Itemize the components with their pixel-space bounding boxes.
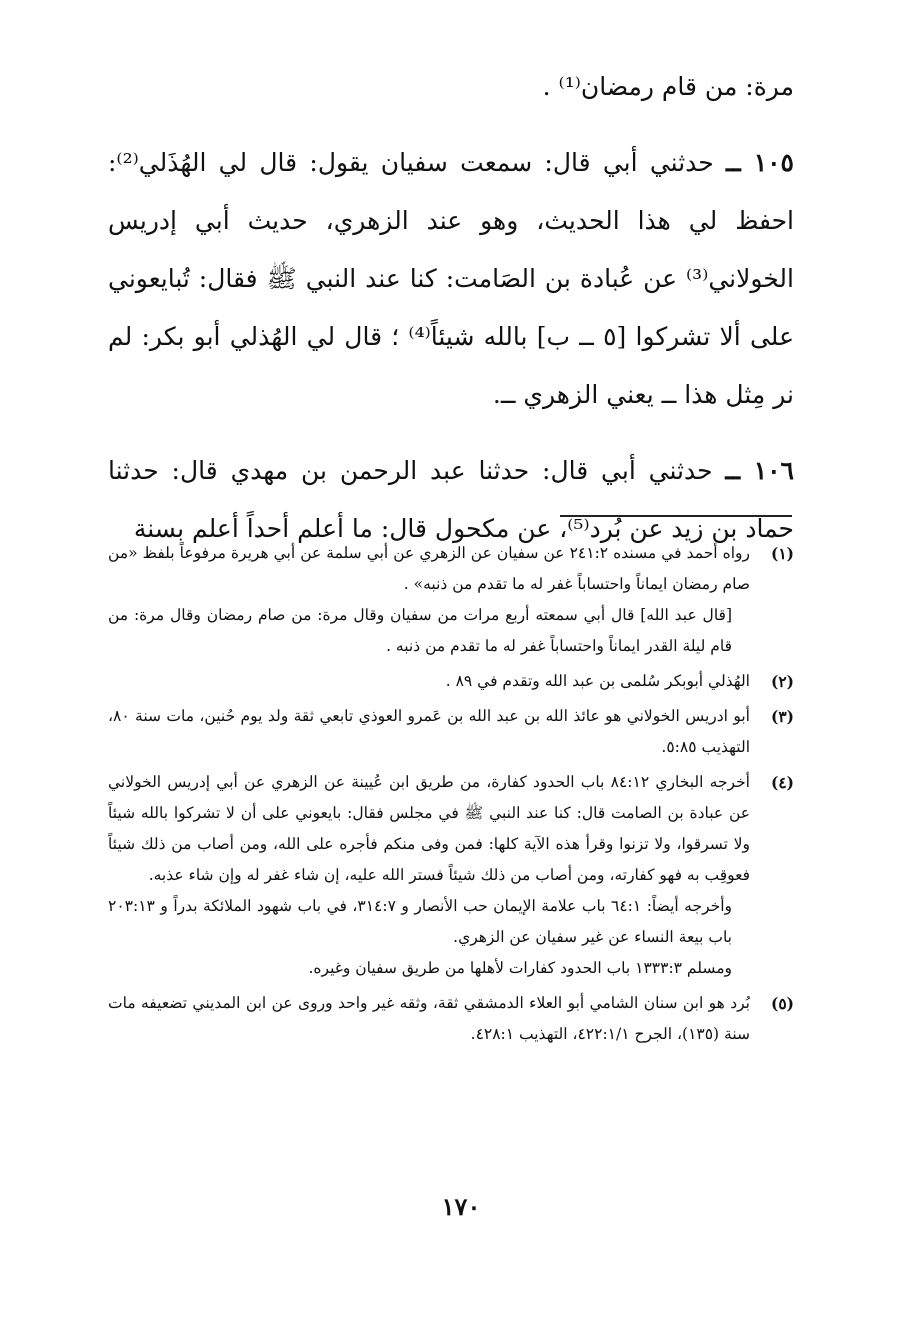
main-text xyxy=(108,58,794,558)
footnote-5 xyxy=(108,988,794,1050)
footnote-text: ومسلم ١٣٣٣:٣ باب الحدود كفارات لأهلها من طريق سفيان وغيره. xyxy=(308,959,732,977)
footnote-4 xyxy=(108,767,794,984)
footnote-text: وأخرجه أيضاً: ٦٤:١ باب علامة الإيمان حب الأنصار و ٣١٤:٧، في باب شهود الملائكة بدراً و ٢٠٣:١٣ باب بيعة النساء عن غير سفيان عن الزهري. xyxy=(108,897,732,946)
footnote-text: أخرجه البخاري ٨٤:١٢ باب الحدود كفارة، من طريق ابن عُيينة عن الزهري عن أبي إدريس الخولاني عن عبادة بن الصامت قال: كنا عند النبي ﷺ في مجلس فقال: بايعوني على أن لا تشركوا بالله شيئاً ولا تسرقوا، ولا تزنوا وقرأ هذه الآية كلها: فمن وفى منكم فأجره على الله، ومن أصاب من ذلك شيئاً فعوقِب به فهو كفارته، ومن أصاب من ذلك شيئاً فستر الله عليه، إن شاء غفر له وإن شاء عذبه. xyxy=(108,773,750,884)
footnote-marker: (٤) xyxy=(770,773,794,792)
footnote-text: الهُذلي أبوبكر سُلمى بن عبد الله وتقدم في ٨٩ . xyxy=(445,672,750,690)
footnotes xyxy=(108,538,794,1054)
footnote-text: أبو ادريس الخولاني هو عائذ الله بن عبد الله بن عَمرو العوذي تابعي ثقة ولد يوم حُنين، مات سنة ٨٠، التهذيب ٥:٨٥. xyxy=(108,707,750,756)
footnote-2 xyxy=(108,666,794,697)
hadith-number: ١٠٦ ــ xyxy=(725,456,794,485)
hadith-text: حدثني أبي قال: سمعت سفيان يقول: قال لي الهُذَلي⁽²⁾: احفظ لي هذا الحديث، وهو عند الزهري، حديث أبي إدريس الخولاني⁽³⁾ عن عُبادة بن الصَامت: كنا عند النبي ﷺ فقال: تُبايعوني على ألا تشركوا [٥ ــ ب] بالله شيئاً⁽⁴⁾ ؛ قال لي الهُذلي أبو بكر: لم نر مِثل هذا ــ يعني الزهري ــ. xyxy=(108,148,795,409)
hadith-text: حدثني أبي قال: حدثنا عبد الرحمن بن مهدي قال: حدثنا حماد بن زيد عن بُرد⁽⁵⁾، عن مكحول قال: ما أعلم أحداً أعلم بسنة xyxy=(108,456,794,543)
footnote-marker: (٥) xyxy=(770,994,794,1013)
footnote-text: رواه أحمد في مسنده ٢٤١:٢ عن سفيان عن الزهري عن أبي سلمة عن أبي هريرة مرفوعاً بلفظ «من صام رمضان ايماناً واحتساباً غفر له ما تقدم من ذنبه» . xyxy=(108,544,751,593)
footnote-text: بُرد هو ابن سنان الشامي أبو العلاء الدمشقي ثقة، وثقه غير واحد وروى عن ابن المديني تضعيفه مات سنة (١٣٥)، الجرح ٤٢٢:١/١، التهذيب ٤٢٨:١. xyxy=(108,994,750,1043)
footnote-marker: (٣) xyxy=(770,707,794,726)
footnote-marker: (٢) xyxy=(770,672,794,691)
page-number: ١٧٠ xyxy=(441,1192,481,1221)
footnote-1 xyxy=(108,538,794,662)
footnote-text: [قال عبد الله] قال أبي سمعته أربع مرات من سفيان وقال مرة: من صام رمضان وقال مرة: من قام ليلة القدر ايماناً واحتساباً غفر له ما تقدم من ذنبه . xyxy=(108,606,732,655)
intro-line: مرة: من قام رمضان⁽¹⁾ . xyxy=(542,72,794,101)
footnote-divider xyxy=(560,515,792,517)
hadith-105 xyxy=(108,134,794,424)
hadith-number: ١٠٥ ــ xyxy=(726,148,794,177)
footnote-3 xyxy=(108,701,794,763)
footnote-marker: (١) xyxy=(770,544,794,563)
